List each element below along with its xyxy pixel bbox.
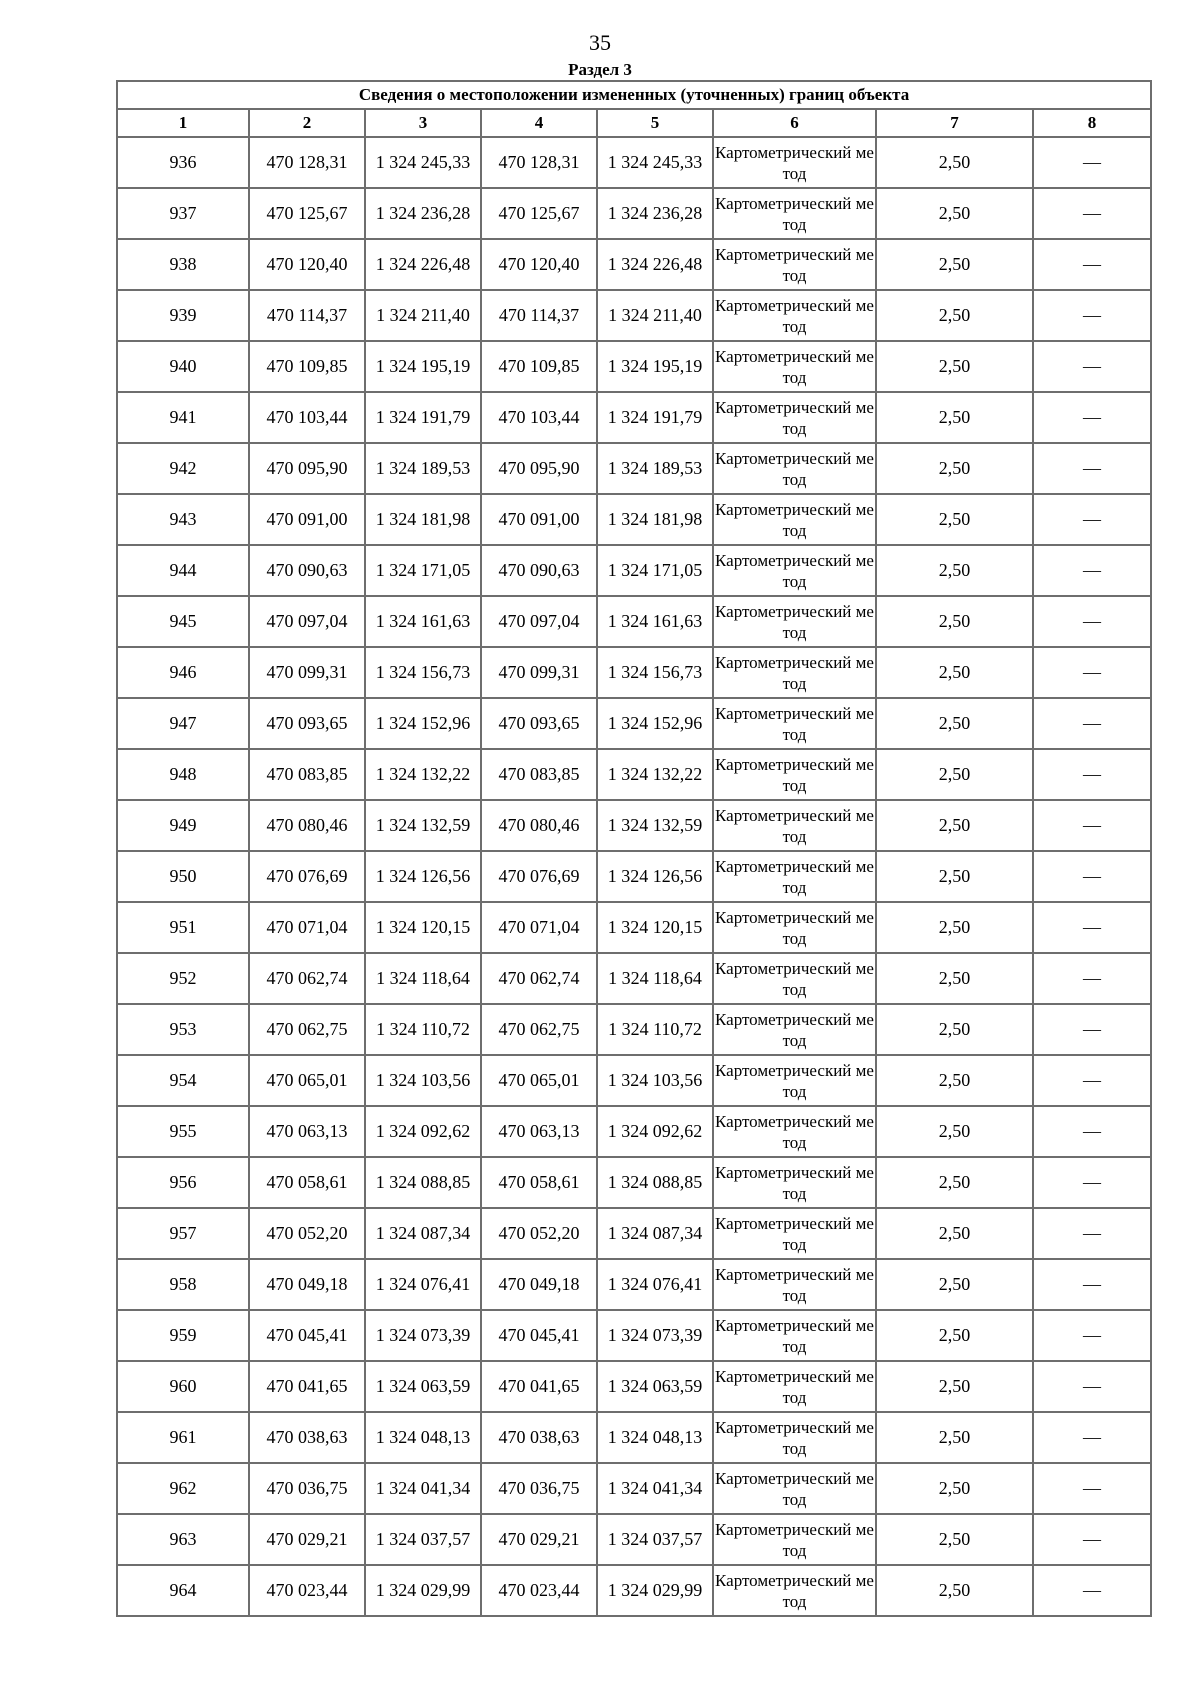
method-cell: Картометрический метод xyxy=(713,953,876,1004)
x-existing-cell: 470 041,65 xyxy=(249,1361,365,1412)
point-number-cell: 945 xyxy=(117,596,249,647)
x-existing-cell: 470 036,75 xyxy=(249,1463,365,1514)
accuracy-cell: 2,50 xyxy=(876,341,1033,392)
y-refined-cell: 1 324 181,98 xyxy=(597,494,713,545)
point-number-cell: 944 xyxy=(117,545,249,596)
method-cell: Картометрический метод xyxy=(713,647,876,698)
y-existing-cell: 1 324 236,28 xyxy=(365,188,481,239)
point-number-cell: 952 xyxy=(117,953,249,1004)
table-row xyxy=(117,341,1151,392)
x-existing-cell: 470 058,61 xyxy=(249,1157,365,1208)
note-cell: — xyxy=(1033,1361,1151,1412)
x-refined-cell: 470 062,75 xyxy=(481,1004,597,1055)
method-cell: Картометрический метод xyxy=(713,902,876,953)
x-refined-cell: 470 058,61 xyxy=(481,1157,597,1208)
x-existing-cell: 470 065,01 xyxy=(249,1055,365,1106)
method-cell: Картометрический метод xyxy=(713,137,876,188)
y-refined-cell: 1 324 103,56 xyxy=(597,1055,713,1106)
y-existing-cell: 1 324 189,53 xyxy=(365,443,481,494)
y-existing-cell: 1 324 110,72 xyxy=(365,1004,481,1055)
method-cell: Картометрический метод xyxy=(713,800,876,851)
method-cell: Картометрический метод xyxy=(713,545,876,596)
y-refined-cell: 1 324 110,72 xyxy=(597,1004,713,1055)
accuracy-cell: 2,50 xyxy=(876,953,1033,1004)
method-cell: Картометрический метод xyxy=(713,1412,876,1463)
table-row xyxy=(117,902,1151,953)
y-existing-cell: 1 324 029,99 xyxy=(365,1565,481,1616)
point-number-cell: 936 xyxy=(117,137,249,188)
point-number-cell: 948 xyxy=(117,749,249,800)
section-title: Раздел 3 xyxy=(568,60,632,79)
y-refined-cell: 1 324 191,79 xyxy=(597,392,713,443)
column-header-4: 4 xyxy=(481,109,597,137)
note-cell: — xyxy=(1033,1208,1151,1259)
y-existing-cell: 1 324 211,40 xyxy=(365,290,481,341)
x-refined-cell: 470 091,00 xyxy=(481,494,597,545)
method-cell: Картометрический метод xyxy=(713,1106,876,1157)
column-header-5: 5 xyxy=(597,109,713,137)
note-cell: — xyxy=(1033,596,1151,647)
y-refined-cell: 1 324 211,40 xyxy=(597,290,713,341)
y-refined-cell: 1 324 245,33 xyxy=(597,137,713,188)
method-cell: Картометрический метод xyxy=(713,1310,876,1361)
note-cell: — xyxy=(1033,851,1151,902)
method-cell: Картометрический метод xyxy=(713,698,876,749)
column-header-1: 1 xyxy=(117,109,249,137)
accuracy-cell: 2,50 xyxy=(876,647,1033,698)
accuracy-cell: 2,50 xyxy=(876,1055,1033,1106)
x-existing-cell: 470 063,13 xyxy=(249,1106,365,1157)
y-existing-cell: 1 324 073,39 xyxy=(365,1310,481,1361)
y-refined-cell: 1 324 171,05 xyxy=(597,545,713,596)
point-number-cell: 946 xyxy=(117,647,249,698)
table-row xyxy=(117,290,1151,341)
accuracy-cell: 2,50 xyxy=(876,1106,1033,1157)
point-number-cell: 958 xyxy=(117,1259,249,1310)
x-refined-cell: 470 095,90 xyxy=(481,443,597,494)
x-existing-cell: 470 090,63 xyxy=(249,545,365,596)
y-refined-cell: 1 324 088,85 xyxy=(597,1157,713,1208)
y-refined-cell: 1 324 118,64 xyxy=(597,953,713,1004)
y-existing-cell: 1 324 132,59 xyxy=(365,800,481,851)
note-cell: — xyxy=(1033,1259,1151,1310)
x-refined-cell: 470 080,46 xyxy=(481,800,597,851)
x-existing-cell: 470 120,40 xyxy=(249,239,365,290)
table-row xyxy=(117,1157,1151,1208)
point-number-cell: 937 xyxy=(117,188,249,239)
x-refined-cell: 470 023,44 xyxy=(481,1565,597,1616)
note-cell: — xyxy=(1033,1055,1151,1106)
method-cell: Картометрический метод xyxy=(713,1259,876,1310)
y-refined-cell: 1 324 189,53 xyxy=(597,443,713,494)
y-existing-cell: 1 324 103,56 xyxy=(365,1055,481,1106)
method-cell: Картометрический метод xyxy=(713,290,876,341)
point-number-cell: 942 xyxy=(117,443,249,494)
accuracy-cell: 2,50 xyxy=(876,137,1033,188)
note-cell: — xyxy=(1033,239,1151,290)
y-existing-cell: 1 324 092,62 xyxy=(365,1106,481,1157)
note-cell: — xyxy=(1033,137,1151,188)
y-refined-cell: 1 324 120,15 xyxy=(597,902,713,953)
x-refined-cell: 470 114,37 xyxy=(481,290,597,341)
x-existing-cell: 470 052,20 xyxy=(249,1208,365,1259)
y-existing-cell: 1 324 195,19 xyxy=(365,341,481,392)
y-existing-cell: 1 324 076,41 xyxy=(365,1259,481,1310)
y-existing-cell: 1 324 156,73 xyxy=(365,647,481,698)
accuracy-cell: 2,50 xyxy=(876,749,1033,800)
x-existing-cell: 470 099,31 xyxy=(249,647,365,698)
accuracy-cell: 2,50 xyxy=(876,443,1033,494)
accuracy-cell: 2,50 xyxy=(876,1259,1033,1310)
y-refined-cell: 1 324 037,57 xyxy=(597,1514,713,1565)
note-cell: — xyxy=(1033,1463,1151,1514)
note-cell: — xyxy=(1033,392,1151,443)
accuracy-cell: 2,50 xyxy=(876,902,1033,953)
accuracy-cell: 2,50 xyxy=(876,1463,1033,1514)
x-existing-cell: 470 103,44 xyxy=(249,392,365,443)
y-existing-cell: 1 324 037,57 xyxy=(365,1514,481,1565)
point-number-cell: 949 xyxy=(117,800,249,851)
y-refined-cell: 1 324 132,59 xyxy=(597,800,713,851)
x-existing-cell: 470 029,21 xyxy=(249,1514,365,1565)
accuracy-cell: 2,50 xyxy=(876,545,1033,596)
x-existing-cell: 470 095,90 xyxy=(249,443,365,494)
point-number-cell: 940 xyxy=(117,341,249,392)
x-existing-cell: 470 045,41 xyxy=(249,1310,365,1361)
x-existing-cell: 470 093,65 xyxy=(249,698,365,749)
x-refined-cell: 470 036,75 xyxy=(481,1463,597,1514)
y-refined-cell: 1 324 236,28 xyxy=(597,188,713,239)
x-existing-cell: 470 080,46 xyxy=(249,800,365,851)
note-cell: — xyxy=(1033,494,1151,545)
y-existing-cell: 1 324 120,15 xyxy=(365,902,481,953)
method-cell: Картометрический метод xyxy=(713,851,876,902)
method-cell: Картометрический метод xyxy=(713,188,876,239)
x-existing-cell: 470 076,69 xyxy=(249,851,365,902)
x-existing-cell: 470 109,85 xyxy=(249,341,365,392)
table-row xyxy=(117,1106,1151,1157)
table-row xyxy=(117,494,1151,545)
x-refined-cell: 470 063,13 xyxy=(481,1106,597,1157)
table-row xyxy=(117,698,1151,749)
table-body xyxy=(117,137,1151,1616)
accuracy-cell: 2,50 xyxy=(876,1004,1033,1055)
x-refined-cell: 470 120,40 xyxy=(481,239,597,290)
method-cell: Картометрический метод xyxy=(713,596,876,647)
y-existing-cell: 1 324 161,63 xyxy=(365,596,481,647)
x-existing-cell: 470 062,74 xyxy=(249,953,365,1004)
y-existing-cell: 1 324 126,56 xyxy=(365,851,481,902)
point-number-cell: 956 xyxy=(117,1157,249,1208)
x-refined-cell: 470 029,21 xyxy=(481,1514,597,1565)
accuracy-cell: 2,50 xyxy=(876,1565,1033,1616)
x-refined-cell: 470 038,63 xyxy=(481,1412,597,1463)
table-row xyxy=(117,1412,1151,1463)
accuracy-cell: 2,50 xyxy=(876,1208,1033,1259)
method-cell: Картометрический метод xyxy=(713,1208,876,1259)
point-number-cell: 959 xyxy=(117,1310,249,1361)
column-header-6: 6 xyxy=(713,109,876,137)
method-cell: Картометрический метод xyxy=(713,1361,876,1412)
y-refined-cell: 1 324 156,73 xyxy=(597,647,713,698)
x-existing-cell: 470 097,04 xyxy=(249,596,365,647)
point-number-cell: 954 xyxy=(117,1055,249,1106)
table-caption: Сведения о местоположении измененных (уточненных) границ объекта xyxy=(117,81,1151,109)
y-refined-cell: 1 324 041,34 xyxy=(597,1463,713,1514)
table-row xyxy=(117,188,1151,239)
x-existing-cell: 470 128,31 xyxy=(249,137,365,188)
note-cell: — xyxy=(1033,647,1151,698)
x-refined-cell: 470 076,69 xyxy=(481,851,597,902)
y-existing-cell: 1 324 181,98 xyxy=(365,494,481,545)
y-refined-cell: 1 324 048,13 xyxy=(597,1412,713,1463)
table-row xyxy=(117,596,1151,647)
table-row xyxy=(117,1565,1151,1616)
y-refined-cell: 1 324 195,19 xyxy=(597,341,713,392)
method-cell: Картометрический метод xyxy=(713,1157,876,1208)
column-header-7: 7 xyxy=(876,109,1033,137)
note-cell: — xyxy=(1033,1514,1151,1565)
point-number-cell: 961 xyxy=(117,1412,249,1463)
accuracy-cell: 2,50 xyxy=(876,1310,1033,1361)
y-existing-cell: 1 324 171,05 xyxy=(365,545,481,596)
method-cell: Картометрический метод xyxy=(713,494,876,545)
accuracy-cell: 2,50 xyxy=(876,698,1033,749)
x-existing-cell: 470 091,00 xyxy=(249,494,365,545)
y-refined-cell: 1 324 226,48 xyxy=(597,239,713,290)
x-refined-cell: 470 103,44 xyxy=(481,392,597,443)
coordinates-table xyxy=(116,80,1152,1617)
x-refined-cell: 470 097,04 xyxy=(481,596,597,647)
table-row xyxy=(117,1310,1151,1361)
note-cell: — xyxy=(1033,749,1151,800)
x-refined-cell: 470 128,31 xyxy=(481,137,597,188)
table-row xyxy=(117,239,1151,290)
table-row xyxy=(117,1004,1151,1055)
y-refined-cell: 1 324 073,39 xyxy=(597,1310,713,1361)
y-refined-cell: 1 324 161,63 xyxy=(597,596,713,647)
y-refined-cell: 1 324 076,41 xyxy=(597,1259,713,1310)
table-row xyxy=(117,749,1151,800)
note-cell: — xyxy=(1033,290,1151,341)
x-refined-cell: 470 062,74 xyxy=(481,953,597,1004)
table-row xyxy=(117,137,1151,188)
note-cell: — xyxy=(1033,188,1151,239)
column-header-2: 2 xyxy=(249,109,365,137)
accuracy-cell: 2,50 xyxy=(876,596,1033,647)
method-cell: Картометрический метод xyxy=(713,1565,876,1616)
point-number-cell: 964 xyxy=(117,1565,249,1616)
note-cell: — xyxy=(1033,1412,1151,1463)
y-existing-cell: 1 324 041,34 xyxy=(365,1463,481,1514)
method-cell: Картометрический метод xyxy=(713,239,876,290)
x-existing-cell: 470 049,18 xyxy=(249,1259,365,1310)
x-refined-cell: 470 045,41 xyxy=(481,1310,597,1361)
method-cell: Картометрический метод xyxy=(713,392,876,443)
accuracy-cell: 2,50 xyxy=(876,1157,1033,1208)
y-existing-cell: 1 324 152,96 xyxy=(365,698,481,749)
y-existing-cell: 1 324 063,59 xyxy=(365,1361,481,1412)
table-row xyxy=(117,1514,1151,1565)
column-header-3: 3 xyxy=(365,109,481,137)
note-cell: — xyxy=(1033,1157,1151,1208)
table-row xyxy=(117,953,1151,1004)
y-refined-cell: 1 324 092,62 xyxy=(597,1106,713,1157)
point-number-cell: 963 xyxy=(117,1514,249,1565)
x-existing-cell: 470 071,04 xyxy=(249,902,365,953)
point-number-cell: 955 xyxy=(117,1106,249,1157)
note-cell: — xyxy=(1033,1004,1151,1055)
accuracy-cell: 2,50 xyxy=(876,239,1033,290)
note-cell: — xyxy=(1033,1310,1151,1361)
accuracy-cell: 2,50 xyxy=(876,392,1033,443)
table-row xyxy=(117,392,1151,443)
note-cell: — xyxy=(1033,443,1151,494)
x-refined-cell: 470 041,65 xyxy=(481,1361,597,1412)
x-existing-cell: 470 038,63 xyxy=(249,1412,365,1463)
point-number-cell: 951 xyxy=(117,902,249,953)
note-cell: — xyxy=(1033,953,1151,1004)
note-cell: — xyxy=(1033,545,1151,596)
x-refined-cell: 470 093,65 xyxy=(481,698,597,749)
x-refined-cell: 470 071,04 xyxy=(481,902,597,953)
point-number-cell: 962 xyxy=(117,1463,249,1514)
method-cell: Картометрический метод xyxy=(713,1463,876,1514)
accuracy-cell: 2,50 xyxy=(876,800,1033,851)
table-row xyxy=(117,443,1151,494)
table-row xyxy=(117,1361,1151,1412)
y-refined-cell: 1 324 087,34 xyxy=(597,1208,713,1259)
table-row xyxy=(117,1463,1151,1514)
note-cell: — xyxy=(1033,800,1151,851)
y-existing-cell: 1 324 088,85 xyxy=(365,1157,481,1208)
column-header-8: 8 xyxy=(1033,109,1151,137)
x-refined-cell: 470 049,18 xyxy=(481,1259,597,1310)
x-existing-cell: 470 083,85 xyxy=(249,749,365,800)
accuracy-cell: 2,50 xyxy=(876,494,1033,545)
x-refined-cell: 470 052,20 xyxy=(481,1208,597,1259)
y-existing-cell: 1 324 118,64 xyxy=(365,953,481,1004)
point-number-cell: 960 xyxy=(117,1361,249,1412)
table-row xyxy=(117,851,1151,902)
note-cell: — xyxy=(1033,902,1151,953)
table-row xyxy=(117,1208,1151,1259)
x-existing-cell: 470 125,67 xyxy=(249,188,365,239)
accuracy-cell: 2,50 xyxy=(876,1412,1033,1463)
note-cell: — xyxy=(1033,341,1151,392)
y-existing-cell: 1 324 087,34 xyxy=(365,1208,481,1259)
table-row xyxy=(117,545,1151,596)
method-cell: Картометрический метод xyxy=(713,341,876,392)
page-number: 35 xyxy=(589,30,611,55)
x-refined-cell: 470 109,85 xyxy=(481,341,597,392)
accuracy-cell: 2,50 xyxy=(876,851,1033,902)
note-cell: — xyxy=(1033,1565,1151,1616)
y-refined-cell: 1 324 029,99 xyxy=(597,1565,713,1616)
y-refined-cell: 1 324 132,22 xyxy=(597,749,713,800)
table-row xyxy=(117,800,1151,851)
table-row xyxy=(117,1259,1151,1310)
method-cell: Картометрический метод xyxy=(713,1514,876,1565)
y-existing-cell: 1 324 226,48 xyxy=(365,239,481,290)
accuracy-cell: 2,50 xyxy=(876,290,1033,341)
note-cell: — xyxy=(1033,1106,1151,1157)
point-number-cell: 957 xyxy=(117,1208,249,1259)
x-refined-cell: 470 099,31 xyxy=(481,647,597,698)
x-existing-cell: 470 062,75 xyxy=(249,1004,365,1055)
x-existing-cell: 470 023,44 xyxy=(249,1565,365,1616)
x-refined-cell: 470 065,01 xyxy=(481,1055,597,1106)
table-row xyxy=(117,647,1151,698)
y-refined-cell: 1 324 126,56 xyxy=(597,851,713,902)
point-number-cell: 938 xyxy=(117,239,249,290)
method-cell: Картометрический метод xyxy=(713,443,876,494)
y-existing-cell: 1 324 191,79 xyxy=(365,392,481,443)
y-existing-cell: 1 324 245,33 xyxy=(365,137,481,188)
note-cell: — xyxy=(1033,698,1151,749)
x-refined-cell: 470 125,67 xyxy=(481,188,597,239)
accuracy-cell: 2,50 xyxy=(876,1514,1033,1565)
point-number-cell: 941 xyxy=(117,392,249,443)
point-number-cell: 953 xyxy=(117,1004,249,1055)
method-cell: Картометрический метод xyxy=(713,1055,876,1106)
method-cell: Картометрический метод xyxy=(713,1004,876,1055)
x-refined-cell: 470 090,63 xyxy=(481,545,597,596)
method-cell: Картометрический метод xyxy=(713,749,876,800)
point-number-cell: 950 xyxy=(117,851,249,902)
y-refined-cell: 1 324 063,59 xyxy=(597,1361,713,1412)
x-refined-cell: 470 083,85 xyxy=(481,749,597,800)
y-refined-cell: 1 324 152,96 xyxy=(597,698,713,749)
y-existing-cell: 1 324 048,13 xyxy=(365,1412,481,1463)
point-number-cell: 943 xyxy=(117,494,249,545)
y-existing-cell: 1 324 132,22 xyxy=(365,749,481,800)
accuracy-cell: 2,50 xyxy=(876,1361,1033,1412)
point-number-cell: 939 xyxy=(117,290,249,341)
x-existing-cell: 470 114,37 xyxy=(249,290,365,341)
point-number-cell: 947 xyxy=(117,698,249,749)
table-row xyxy=(117,1055,1151,1106)
accuracy-cell: 2,50 xyxy=(876,188,1033,239)
